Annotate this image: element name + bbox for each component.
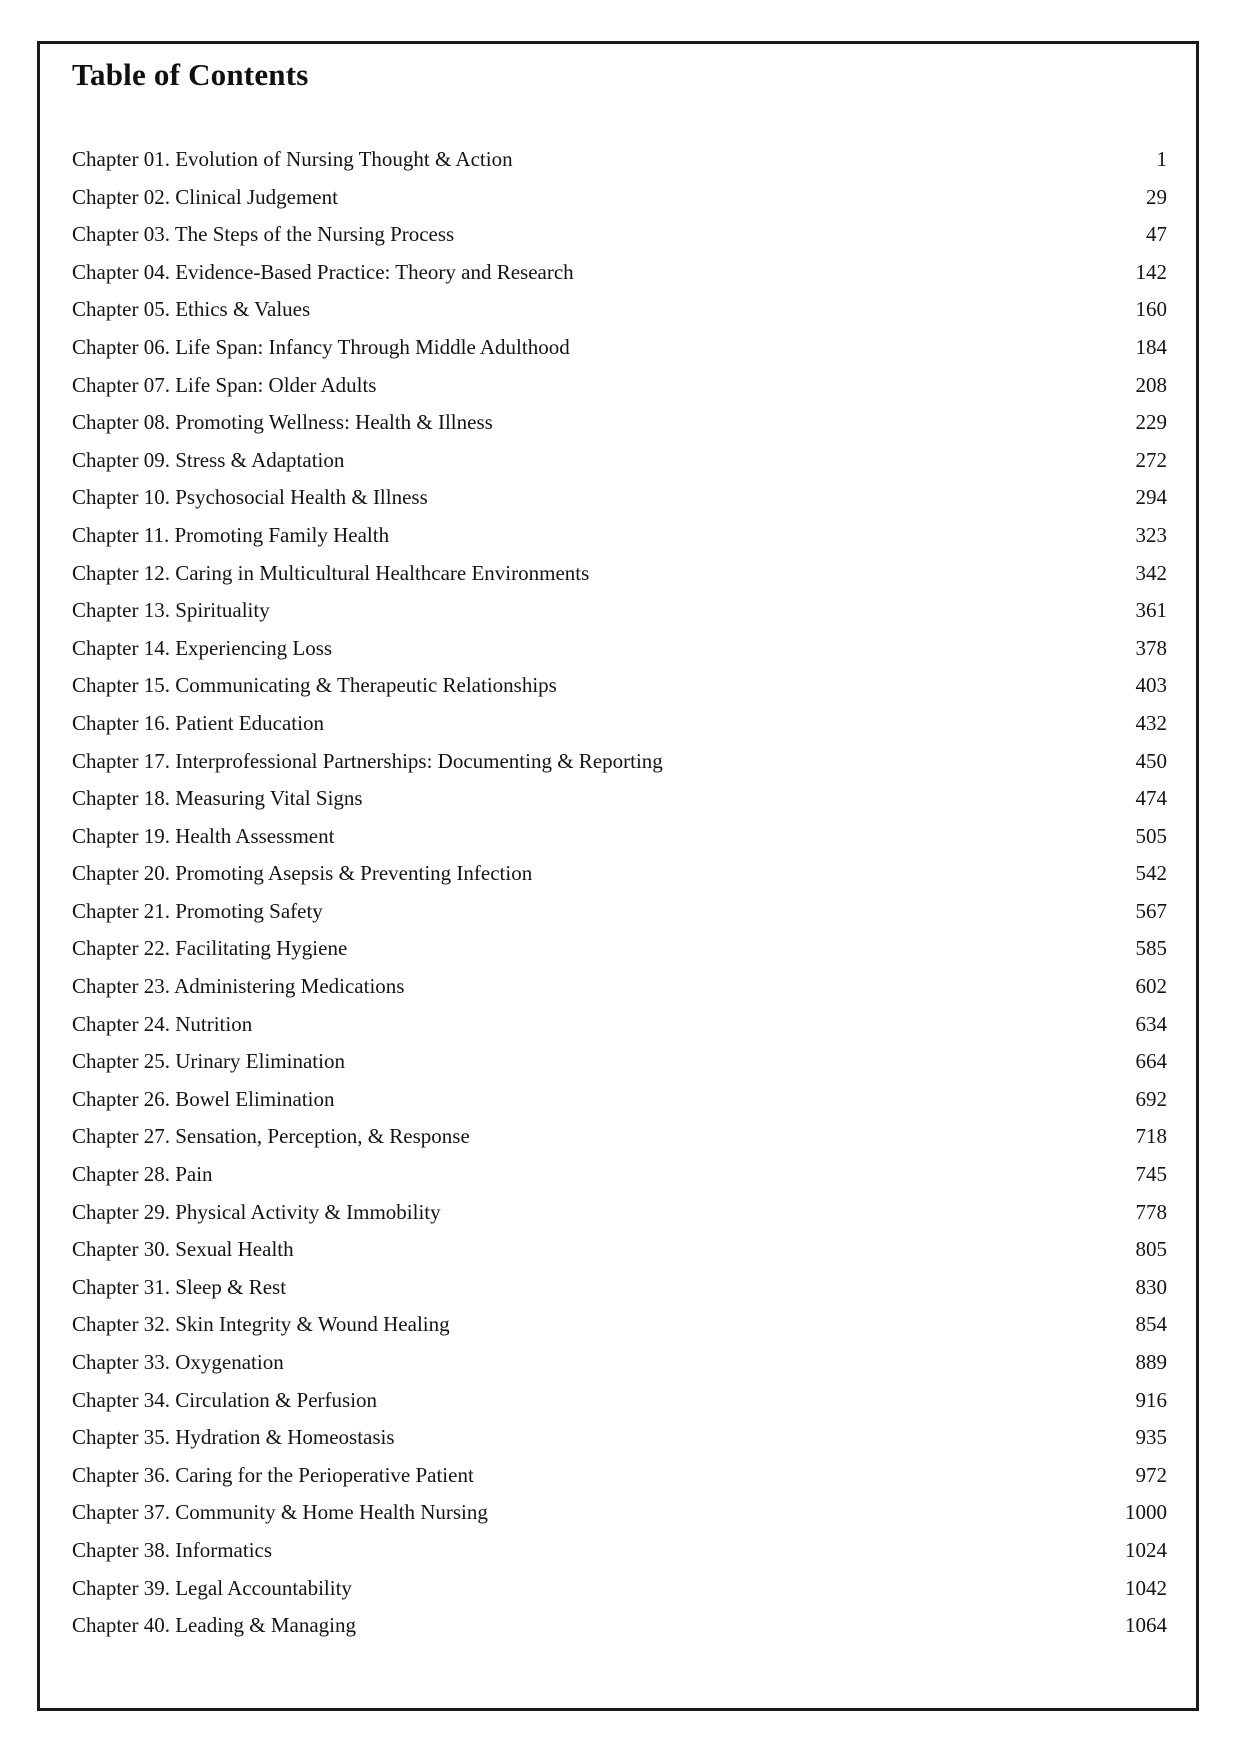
chapter-label: Chapter 18. Measuring Vital Signs bbox=[72, 786, 363, 811]
chapter-label: Chapter 01. Evolution of Nursing Thought & Action bbox=[72, 147, 513, 171]
chapter-label: Chapter 02. Clinical Judgement bbox=[72, 184, 338, 209]
page-number: 450 bbox=[1135, 748, 1167, 773]
toc-entry bbox=[72, 254, 1167, 292]
page-number: 567 bbox=[1135, 898, 1167, 923]
chapter-label: Chapter 24. Nutrition bbox=[72, 1011, 253, 1036]
toc-entry bbox=[72, 404, 1167, 442]
chapter-label: Chapter 26. Bowel Elimination bbox=[72, 1086, 335, 1111]
chapter-label: Chapter 40. Leading & Managing bbox=[72, 1613, 357, 1638]
page-number: 342 bbox=[1135, 560, 1167, 585]
chapter-label: Chapter 37. Community & Home Health Nursing bbox=[72, 1500, 488, 1525]
page-number: 664 bbox=[1135, 1049, 1167, 1074]
chapter-label: Chapter 30. Sexual Health bbox=[72, 1237, 294, 1262]
chapter-label: Chapter 16. Patient Education bbox=[72, 710, 324, 735]
toc-entry bbox=[72, 1382, 1167, 1420]
chapter-label: Chapter 35. Hydration & Homeostasis bbox=[72, 1425, 395, 1450]
chapter-label: Chapter 10. Psychosocial Health & Illness bbox=[72, 485, 428, 510]
toc-entry bbox=[72, 968, 1167, 1006]
toc-entry bbox=[72, 1344, 1167, 1382]
chapter-label: Chapter 12. Caring in Multicultural Healthcare Environments bbox=[72, 560, 590, 585]
toc-entry bbox=[72, 291, 1167, 329]
toc-entry bbox=[72, 1494, 1167, 1532]
page-number: 272 bbox=[1135, 447, 1167, 472]
page-number: 160 bbox=[1135, 297, 1167, 322]
chapter-label: Chapter 13. Spirituality bbox=[72, 598, 270, 623]
page-number: 889 bbox=[1135, 1350, 1167, 1374]
page-number: 718 bbox=[1135, 1124, 1167, 1149]
page-number: 1064 bbox=[1125, 1613, 1167, 1638]
page-number: 505 bbox=[1135, 823, 1167, 848]
toc-entry bbox=[72, 930, 1167, 968]
page-number: 634 bbox=[1135, 1011, 1167, 1036]
page-number: 1042 bbox=[1125, 1575, 1167, 1600]
chapter-label: Chapter 05. Ethics & Values bbox=[72, 297, 311, 322]
chapter-label: Chapter 23. Administering Medications bbox=[72, 974, 405, 999]
page-number: 29 bbox=[1146, 184, 1167, 209]
page-number: 378 bbox=[1135, 635, 1167, 660]
page-border-frame bbox=[37, 41, 1199, 1711]
chapter-label: Chapter 39. Legal Accountability bbox=[72, 1575, 352, 1600]
page-number: 692 bbox=[1135, 1086, 1167, 1111]
chapter-label: Chapter 29. Physical Activity & Immobility bbox=[72, 1199, 441, 1224]
toc-entry bbox=[72, 1419, 1167, 1457]
toc-entry bbox=[72, 442, 1167, 480]
page-number: 854 bbox=[1135, 1312, 1167, 1337]
chapter-label: Chapter 07. Life Span: Older Adults bbox=[72, 372, 377, 397]
toc-entry bbox=[72, 1570, 1167, 1608]
chapter-label: Chapter 19. Health Assessment bbox=[72, 823, 335, 848]
toc-entry bbox=[72, 141, 1167, 179]
chapter-label: Chapter 28. Pain bbox=[72, 1162, 213, 1187]
chapter-label: Chapter 33. Oxygenation bbox=[72, 1350, 284, 1374]
page-number: 323 bbox=[1135, 522, 1167, 547]
chapter-label: Chapter 03. The Steps of the Nursing Process bbox=[72, 222, 455, 247]
page-number: 403 bbox=[1135, 673, 1167, 698]
page-number: 602 bbox=[1135, 974, 1167, 999]
toc-entry bbox=[72, 1043, 1167, 1081]
toc-entry bbox=[72, 1607, 1167, 1645]
chapter-label: Chapter 34. Circulation & Perfusion bbox=[72, 1387, 378, 1412]
chapter-label: Chapter 21. Promoting Safety bbox=[72, 898, 323, 923]
toc-entry bbox=[72, 1457, 1167, 1495]
toc-entry bbox=[72, 1269, 1167, 1307]
page-number: 229 bbox=[1135, 410, 1167, 435]
toc-entry bbox=[72, 667, 1167, 705]
chapter-label: Chapter 11. Promoting Family Health bbox=[72, 522, 390, 547]
chapter-label: Chapter 27. Sensation, Perception, & Response bbox=[72, 1124, 470, 1149]
page-number: 474 bbox=[1135, 786, 1167, 811]
page-number: 361 bbox=[1135, 598, 1167, 623]
chapter-label: Chapter 25. Urinary Elimination bbox=[72, 1049, 345, 1074]
page-number: 1 bbox=[1156, 147, 1167, 171]
toc-entry bbox=[72, 179, 1167, 217]
toc-entry bbox=[72, 1081, 1167, 1119]
toc-entry bbox=[72, 592, 1167, 630]
chapter-label: Chapter 09. Stress & Adaptation bbox=[72, 447, 345, 472]
toc-entry bbox=[72, 743, 1167, 781]
chapter-label: Chapter 22. Facilitating Hygiene bbox=[72, 936, 348, 961]
page-title: Table of Contents bbox=[72, 57, 309, 92]
page-number: 1024 bbox=[1125, 1537, 1167, 1562]
page-number: 830 bbox=[1135, 1274, 1167, 1299]
page-number: 184 bbox=[1135, 334, 1167, 359]
page-number: 972 bbox=[1135, 1462, 1167, 1487]
page-number: 745 bbox=[1135, 1162, 1167, 1187]
toc-entry bbox=[72, 1006, 1167, 1044]
chapter-label: Chapter 17. Interprofessional Partnerships: Documenting & Reporting bbox=[72, 748, 663, 773]
toc-entry bbox=[72, 517, 1167, 555]
toc-entry bbox=[72, 705, 1167, 743]
page-number: 432 bbox=[1135, 710, 1167, 735]
page-number: 294 bbox=[1135, 485, 1167, 510]
toc-entry bbox=[72, 1306, 1167, 1344]
toc-entry bbox=[72, 1231, 1167, 1269]
toc-entry bbox=[72, 780, 1167, 818]
chapter-label: Chapter 38. Informatics bbox=[72, 1537, 273, 1562]
toc-entry bbox=[72, 216, 1167, 254]
toc-entry bbox=[72, 555, 1167, 593]
page-number: 778 bbox=[1135, 1199, 1167, 1224]
page-number: 916 bbox=[1135, 1387, 1167, 1412]
toc-entry bbox=[72, 1118, 1167, 1156]
toc-entry bbox=[72, 367, 1167, 405]
page-number: 208 bbox=[1135, 372, 1167, 397]
toc-entry bbox=[72, 1194, 1167, 1232]
page-number: 585 bbox=[1135, 936, 1167, 961]
page-number: 1000 bbox=[1125, 1500, 1167, 1525]
chapter-label: Chapter 31. Sleep & Rest bbox=[72, 1274, 287, 1299]
chapter-label: Chapter 08. Promoting Wellness: Health & Illness bbox=[72, 410, 493, 435]
toc-entry bbox=[72, 818, 1167, 856]
page-number: 935 bbox=[1135, 1425, 1167, 1450]
toc-entry bbox=[72, 329, 1167, 367]
chapter-label: Chapter 04. Evidence-Based Practice: Theory and Research bbox=[72, 259, 574, 284]
chapter-label: Chapter 32. Skin Integrity & Wound Healing bbox=[72, 1312, 450, 1337]
chapter-label: Chapter 14. Experiencing Loss bbox=[72, 635, 333, 660]
chapter-label: Chapter 06. Life Span: Infancy Through Middle Adulthood bbox=[72, 334, 570, 359]
page-number: 542 bbox=[1135, 861, 1167, 886]
page-number: 142 bbox=[1135, 259, 1167, 284]
chapter-label: Chapter 15. Communicating & Therapeutic Relationships bbox=[72, 673, 557, 698]
page-number: 805 bbox=[1135, 1237, 1167, 1262]
page-number: 47 bbox=[1146, 222, 1167, 247]
chapter-label: Chapter 36. Caring for the Perioperative Patient bbox=[72, 1462, 474, 1487]
toc-entry bbox=[72, 630, 1167, 668]
toc-entry bbox=[72, 1156, 1167, 1194]
toc-entry bbox=[72, 855, 1167, 893]
toc-entry bbox=[72, 1532, 1167, 1570]
chapter-label: Chapter 20. Promoting Asepsis & Preventing Infection bbox=[72, 861, 533, 886]
toc-entry bbox=[72, 479, 1167, 517]
toc-list bbox=[40, 141, 1196, 1645]
toc-entry bbox=[72, 893, 1167, 931]
